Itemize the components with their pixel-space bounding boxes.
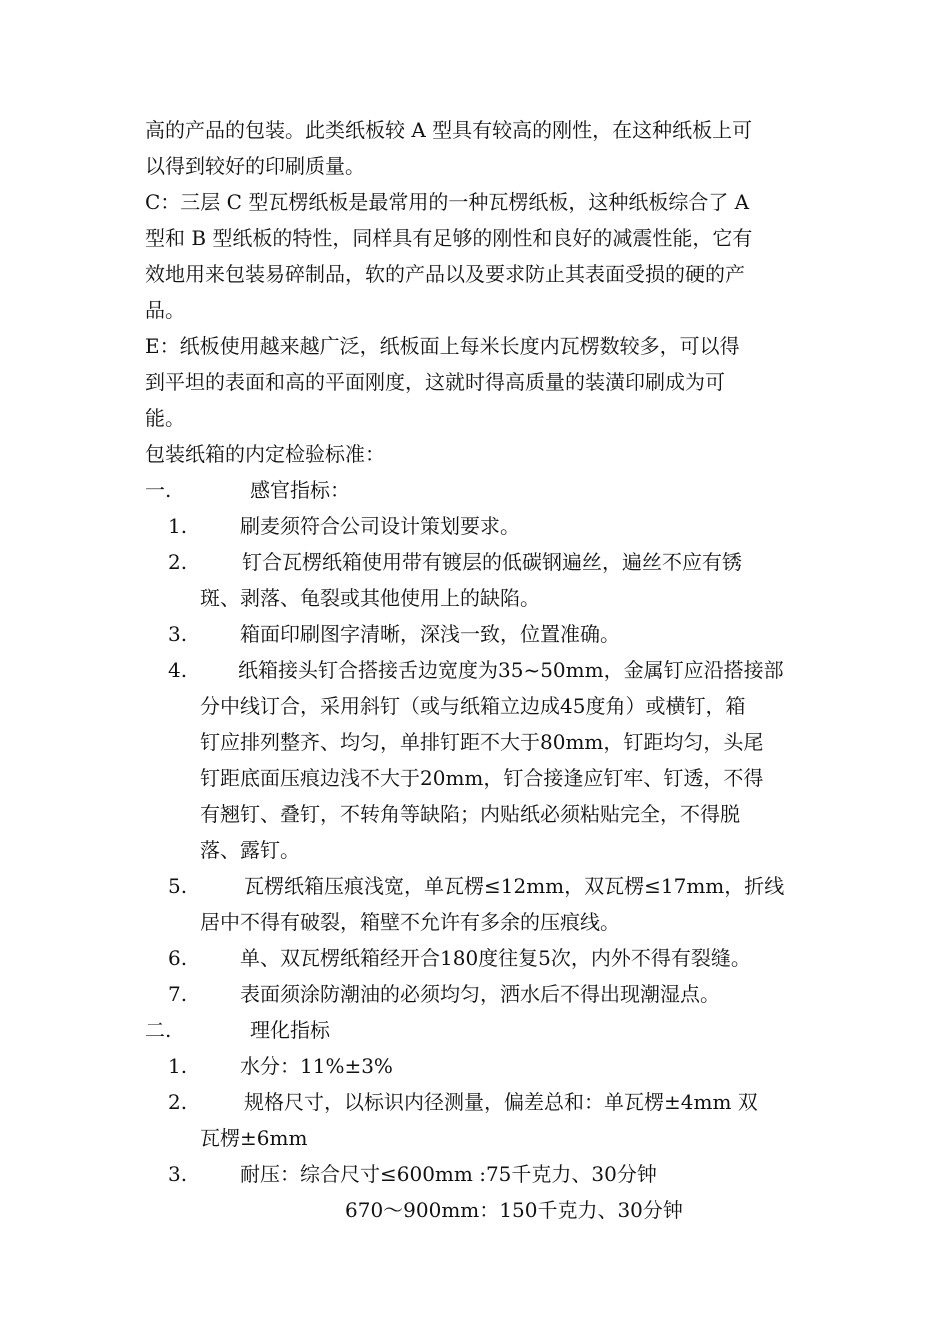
- item-number: 4.: [168, 658, 188, 682]
- item-number: 3.: [168, 622, 188, 646]
- item-number: 2.: [168, 1090, 188, 1114]
- item-text: 水分：11%±3%: [240, 1054, 393, 1078]
- item-text: 居中不得有破裂，箱壁不允许有多余的压痕线。: [200, 910, 620, 934]
- item-text: 钉合瓦楞纸箱使用带有镀层的低碳钢遍丝，遍丝不应有锈: [242, 550, 742, 574]
- item-number: 3.: [168, 1162, 188, 1186]
- item-text: 670～900mm：150千克力、30分钟: [345, 1198, 683, 1222]
- item-text: 箱面印刷图字清晰，深浅一致，位置准确。: [240, 622, 620, 646]
- item-text: 耐压：综合尺寸≤600mm :75千克力、30分钟: [240, 1162, 657, 1186]
- item-number: 5.: [168, 874, 188, 898]
- paragraph-line: 到平坦的表面和高的平面刚度，这就时得高质量的装潢印刷成为可: [145, 370, 725, 394]
- paragraph-line: 型和 B 型纸板的特性，同样具有足够的刚性和良好的减震性能，它有: [145, 226, 753, 250]
- item-number: 1.: [168, 1054, 188, 1078]
- item-text: 钉应排列整齐、均匀，单排钉距不大于80mm，钉距均匀，头尾: [200, 730, 764, 754]
- paragraph-line: 高的产品的包装。此类纸板较 A 型具有较高的刚性，在这种纸板上可: [145, 118, 753, 142]
- item-text: 有翘钉、叠钉，不转角等缺陷；内贴纸必须粘贴完全，不得脱: [200, 802, 740, 826]
- paragraph-line: 能。: [145, 406, 185, 430]
- item-text: 规格尺寸，以标识内径测量，偏差总和：单瓦楞±4mm 双: [244, 1090, 758, 1114]
- paragraph-line: E：纸板使用越来越广泛，纸板面上每米长度内瓦楞数较多，可以得: [145, 334, 740, 358]
- item-text: 瓦楞±6mm: [200, 1126, 308, 1150]
- item-text: 瓦楞纸箱压痕浅宽，单瓦楞≤12mm，双瓦楞≤17mm，折线: [244, 874, 785, 898]
- item-number: 1.: [168, 514, 188, 538]
- paragraph-line: 品。: [145, 298, 185, 322]
- section-title: 理化指标: [250, 1018, 330, 1042]
- intro-heading: 包装纸箱的内定检验标准：: [145, 442, 385, 466]
- item-number: 7.: [168, 982, 188, 1006]
- item-text: 单、双瓦楞纸箱经开合180度往复5次，内外不得有裂缝。: [240, 946, 751, 970]
- section-number: 二.: [145, 1018, 172, 1042]
- item-number: 6.: [168, 946, 188, 970]
- item-text: 落、露钉。: [200, 838, 300, 862]
- paragraph-line: 以得到较好的印刷质量。: [145, 154, 365, 178]
- item-text: 分中线订合，采用斜钉（或与纸箱立边成45度角）或横钉，箱: [200, 694, 746, 718]
- section-number: 一.: [145, 478, 172, 502]
- paragraph-line: 效地用来包装易碎制品，软的产品以及要求防止其表面受损的硬的产: [145, 262, 745, 286]
- paragraph-line: C：三层 C 型瓦楞纸板是最常用的一种瓦楞纸板，这种纸板综合了 A: [145, 190, 750, 214]
- item-text: 斑、剥落、龟裂或其他使用上的缺陷。: [200, 586, 540, 610]
- item-text: 纸箱接头钉合搭接舌边宽度为35~50mm，金属钉应沿搭接部: [238, 658, 784, 682]
- item-number: 2.: [168, 550, 188, 574]
- item-text: 刷麦须符合公司设计策划要求。: [240, 514, 520, 538]
- item-text: 钉距底面压痕边浅不大于20mm，钉合接逢应钉牢、钉透，不得: [200, 766, 764, 790]
- item-text: 表面须涂防潮油的必须均匀，洒水后不得出现潮湿点。: [240, 982, 720, 1006]
- section-title: 感官指标：: [250, 478, 350, 502]
